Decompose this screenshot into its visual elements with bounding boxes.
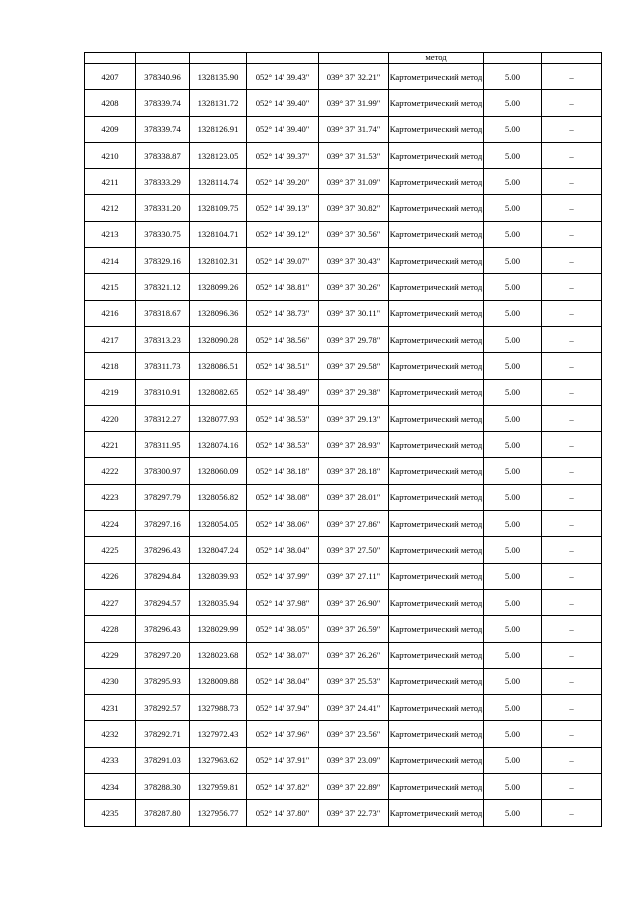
cell-longitude: 039° 37' 25.53" bbox=[319, 668, 389, 694]
cell-x-coordinate: 378288.30 bbox=[136, 774, 190, 800]
table-row bbox=[85, 221, 602, 247]
cell-method: Картометрический метод bbox=[389, 458, 484, 484]
cell-y-coordinate: 1327972.43 bbox=[190, 721, 247, 747]
cell-accuracy: 5.00 bbox=[484, 142, 542, 168]
cell-y-coordinate: 1328077.93 bbox=[190, 405, 247, 431]
cell-y-coordinate: 1327956.77 bbox=[190, 800, 247, 826]
cell-accuracy: 5.00 bbox=[484, 432, 542, 458]
cell-point-number: 4216 bbox=[85, 300, 136, 326]
cell-y-coordinate: 1327959.81 bbox=[190, 774, 247, 800]
cell-latitude: 052° 14' 39.07" bbox=[247, 248, 319, 274]
cell-method: Картометрический метод bbox=[389, 432, 484, 458]
cell-method: Картометрический метод bbox=[389, 774, 484, 800]
cell-x-coordinate: 378296.43 bbox=[136, 616, 190, 642]
cell-point-number: 4212 bbox=[85, 195, 136, 221]
cell-accuracy: 5.00 bbox=[484, 642, 542, 668]
cell-y-coordinate: 1328104.71 bbox=[190, 221, 247, 247]
cell-empty bbox=[85, 53, 136, 64]
cell-note: – bbox=[542, 563, 602, 589]
cell-method: Картометрический метод bbox=[389, 300, 484, 326]
cell-latitude: 052° 14' 37.94" bbox=[247, 695, 319, 721]
cell-x-coordinate: 378294.84 bbox=[136, 563, 190, 589]
cell-accuracy: 5.00 bbox=[484, 221, 542, 247]
cell-empty bbox=[484, 53, 542, 64]
cell-y-coordinate: 1328131.72 bbox=[190, 90, 247, 116]
cell-point-number: 4214 bbox=[85, 248, 136, 274]
cell-longitude: 039° 37' 23.09" bbox=[319, 747, 389, 773]
cell-method: Картометрический метод bbox=[389, 616, 484, 642]
cell-point-number: 4228 bbox=[85, 616, 136, 642]
table-row bbox=[85, 563, 602, 589]
cell-longitude: 039° 37' 27.86" bbox=[319, 511, 389, 537]
cell-x-coordinate: 378294.57 bbox=[136, 589, 190, 615]
cell-method: Картометрический метод bbox=[389, 668, 484, 694]
cell-point-number: 4213 bbox=[85, 221, 136, 247]
cell-latitude: 052° 14' 39.37" bbox=[247, 142, 319, 168]
cell-note: – bbox=[542, 221, 602, 247]
cell-latitude: 052° 14' 38.08" bbox=[247, 484, 319, 510]
cell-point-number: 4210 bbox=[85, 142, 136, 168]
cell-method: Картометрический метод bbox=[389, 248, 484, 274]
cell-accuracy: 5.00 bbox=[484, 747, 542, 773]
cell-y-coordinate: 1327988.73 bbox=[190, 695, 247, 721]
table-row bbox=[85, 668, 602, 694]
cell-accuracy: 5.00 bbox=[484, 90, 542, 116]
table-row bbox=[85, 353, 602, 379]
cell-point-number: 4234 bbox=[85, 774, 136, 800]
cell-x-coordinate: 378297.16 bbox=[136, 511, 190, 537]
cell-point-number: 4229 bbox=[85, 642, 136, 668]
cell-x-coordinate: 378291.03 bbox=[136, 747, 190, 773]
cell-y-coordinate: 1328102.31 bbox=[190, 248, 247, 274]
cell-note: – bbox=[542, 537, 602, 563]
cell-longitude: 039° 37' 30.26" bbox=[319, 274, 389, 300]
cell-latitude: 052° 14' 38.53" bbox=[247, 405, 319, 431]
cell-y-coordinate: 1328096.36 bbox=[190, 300, 247, 326]
cell-point-number: 4233 bbox=[85, 747, 136, 773]
cell-longitude: 039° 37' 23.56" bbox=[319, 721, 389, 747]
cell-point-number: 4226 bbox=[85, 563, 136, 589]
cell-point-number: 4221 bbox=[85, 432, 136, 458]
cell-empty bbox=[136, 53, 190, 64]
cell-note: – bbox=[542, 248, 602, 274]
cell-x-coordinate: 378339.74 bbox=[136, 90, 190, 116]
cell-longitude: 039° 37' 22.89" bbox=[319, 774, 389, 800]
cell-longitude: 039° 37' 26.26" bbox=[319, 642, 389, 668]
cell-accuracy: 5.00 bbox=[484, 800, 542, 826]
cell-y-coordinate: 1328060.09 bbox=[190, 458, 247, 484]
table-row bbox=[85, 537, 602, 563]
cell-method: Картометрический метод bbox=[389, 589, 484, 615]
cell-note: – bbox=[542, 379, 602, 405]
cell-x-coordinate: 378300.97 bbox=[136, 458, 190, 484]
cell-latitude: 052° 14' 38.51" bbox=[247, 353, 319, 379]
cell-latitude: 052° 14' 37.98" bbox=[247, 589, 319, 615]
cell-latitude: 052° 14' 39.40" bbox=[247, 116, 319, 142]
cell-accuracy: 5.00 bbox=[484, 668, 542, 694]
cell-accuracy: 5.00 bbox=[484, 64, 542, 90]
cell-longitude: 039° 37' 26.90" bbox=[319, 589, 389, 615]
cell-note: – bbox=[542, 169, 602, 195]
cell-point-number: 4232 bbox=[85, 721, 136, 747]
cell-method: Картометрический метод bbox=[389, 169, 484, 195]
cell-accuracy: 5.00 bbox=[484, 537, 542, 563]
cell-longitude: 039° 37' 24.41" bbox=[319, 695, 389, 721]
cell-x-coordinate: 378313.23 bbox=[136, 326, 190, 352]
cell-accuracy: 5.00 bbox=[484, 511, 542, 537]
cell-latitude: 052° 14' 39.40" bbox=[247, 90, 319, 116]
cell-note: – bbox=[542, 484, 602, 510]
cell-accuracy: 5.00 bbox=[484, 484, 542, 510]
cell-latitude: 052° 14' 38.05" bbox=[247, 616, 319, 642]
cell-accuracy: 5.00 bbox=[484, 774, 542, 800]
cell-method: Картометрический метод bbox=[389, 142, 484, 168]
cell-latitude: 052° 14' 39.43" bbox=[247, 64, 319, 90]
table-row bbox=[85, 695, 602, 721]
cell-note: – bbox=[542, 458, 602, 484]
table-row bbox=[85, 300, 602, 326]
cell-latitude: 052° 14' 38.49" bbox=[247, 379, 319, 405]
cell-point-number: 4227 bbox=[85, 589, 136, 615]
cell-method-tail bbox=[389, 53, 484, 64]
table-row bbox=[85, 774, 602, 800]
cell-point-number: 4209 bbox=[85, 116, 136, 142]
table-row bbox=[85, 116, 602, 142]
cell-note: – bbox=[542, 800, 602, 826]
cell-y-coordinate: 1328123.05 bbox=[190, 142, 247, 168]
table-row bbox=[85, 274, 602, 300]
cell-point-number: 4217 bbox=[85, 326, 136, 352]
cell-point-number: 4218 bbox=[85, 353, 136, 379]
cell-x-coordinate: 378297.20 bbox=[136, 642, 190, 668]
cell-y-coordinate: 1328114.74 bbox=[190, 169, 247, 195]
cell-accuracy: 5.00 bbox=[484, 274, 542, 300]
cell-accuracy: 5.00 bbox=[484, 458, 542, 484]
cell-latitude: 052° 14' 38.07" bbox=[247, 642, 319, 668]
cell-empty bbox=[247, 53, 319, 64]
cell-latitude: 052° 14' 39.12" bbox=[247, 221, 319, 247]
cell-y-coordinate: 1327963.62 bbox=[190, 747, 247, 773]
cell-y-coordinate: 1328023.68 bbox=[190, 642, 247, 668]
cell-latitude: 052° 14' 38.06" bbox=[247, 511, 319, 537]
cell-accuracy: 5.00 bbox=[484, 248, 542, 274]
cell-longitude: 039° 37' 28.93" bbox=[319, 432, 389, 458]
cell-note: – bbox=[542, 353, 602, 379]
cell-point-number: 4207 bbox=[85, 64, 136, 90]
cell-latitude: 052° 14' 38.04" bbox=[247, 537, 319, 563]
table-row bbox=[85, 432, 602, 458]
table-row bbox=[85, 326, 602, 352]
cell-point-number: 4235 bbox=[85, 800, 136, 826]
cell-latitude: 052° 14' 38.18" bbox=[247, 458, 319, 484]
cell-point-number: 4219 bbox=[85, 379, 136, 405]
cell-y-coordinate: 1328099.26 bbox=[190, 274, 247, 300]
table-row bbox=[85, 64, 602, 90]
cell-x-coordinate: 378339.74 bbox=[136, 116, 190, 142]
cell-longitude: 039° 37' 31.99" bbox=[319, 90, 389, 116]
cell-method: Картометрический метод bbox=[389, 64, 484, 90]
cell-empty bbox=[190, 53, 247, 64]
cell-latitude: 052° 14' 37.96" bbox=[247, 721, 319, 747]
cell-x-coordinate: 378331.20 bbox=[136, 195, 190, 221]
cell-accuracy: 5.00 bbox=[484, 116, 542, 142]
table-row bbox=[85, 379, 602, 405]
cell-x-coordinate: 378318.67 bbox=[136, 300, 190, 326]
table-body bbox=[85, 53, 602, 827]
cell-latitude: 052° 14' 38.04" bbox=[247, 668, 319, 694]
cell-y-coordinate: 1328074.16 bbox=[190, 432, 247, 458]
cell-method: Картометрический метод bbox=[389, 642, 484, 668]
cell-longitude: 039° 37' 30.56" bbox=[319, 221, 389, 247]
cell-longitude: 039° 37' 27.11" bbox=[319, 563, 389, 589]
cell-method: Картометрический метод bbox=[389, 379, 484, 405]
cell-note: – bbox=[542, 90, 602, 116]
cell-latitude: 052° 14' 38.73" bbox=[247, 300, 319, 326]
cell-longitude: 039° 37' 32.21" bbox=[319, 64, 389, 90]
cell-empty bbox=[319, 53, 389, 64]
cell-x-coordinate: 378312.27 bbox=[136, 405, 190, 431]
cell-method: Картометрический метод bbox=[389, 90, 484, 116]
cell-latitude: 052° 14' 38.56" bbox=[247, 326, 319, 352]
cell-note: – bbox=[542, 747, 602, 773]
cell-y-coordinate: 1328039.93 bbox=[190, 563, 247, 589]
table-row bbox=[85, 721, 602, 747]
cell-y-coordinate: 1328135.90 bbox=[190, 64, 247, 90]
cell-method: Картометрический метод bbox=[389, 353, 484, 379]
cell-accuracy: 5.00 bbox=[484, 353, 542, 379]
cell-latitude: 052° 14' 39.13" bbox=[247, 195, 319, 221]
cell-accuracy: 5.00 bbox=[484, 405, 542, 431]
cell-method: Картометрический метод bbox=[389, 195, 484, 221]
table-row bbox=[85, 405, 602, 431]
table-row bbox=[85, 142, 602, 168]
cell-note: – bbox=[542, 695, 602, 721]
cell-latitude: 052° 14' 37.80" bbox=[247, 800, 319, 826]
cell-method: Картометрический метод bbox=[389, 800, 484, 826]
cell-note: – bbox=[542, 511, 602, 537]
cell-accuracy: 5.00 bbox=[484, 589, 542, 615]
cell-note: – bbox=[542, 195, 602, 221]
cell-note: – bbox=[542, 774, 602, 800]
table-row-continued bbox=[85, 53, 602, 64]
cell-accuracy: 5.00 bbox=[484, 695, 542, 721]
cell-latitude: 052° 14' 39.20" bbox=[247, 169, 319, 195]
cell-x-coordinate: 378340.96 bbox=[136, 64, 190, 90]
cell-point-number: 4211 bbox=[85, 169, 136, 195]
cell-longitude: 039° 37' 31.74" bbox=[319, 116, 389, 142]
cell-x-coordinate: 378287.80 bbox=[136, 800, 190, 826]
cell-y-coordinate: 1328035.94 bbox=[190, 589, 247, 615]
cell-latitude: 052° 14' 38.53" bbox=[247, 432, 319, 458]
cell-longitude: 039° 37' 30.11" bbox=[319, 300, 389, 326]
cell-latitude: 052° 14' 37.99" bbox=[247, 563, 319, 589]
cell-point-number: 4222 bbox=[85, 458, 136, 484]
cell-note: – bbox=[542, 405, 602, 431]
cell-x-coordinate: 378310.91 bbox=[136, 379, 190, 405]
cell-y-coordinate: 1328126.91 bbox=[190, 116, 247, 142]
cell-point-number: 4223 bbox=[85, 484, 136, 510]
table-row bbox=[85, 747, 602, 773]
cell-longitude: 039° 37' 22.73" bbox=[319, 800, 389, 826]
cell-longitude: 039° 37' 26.59" bbox=[319, 616, 389, 642]
cell-accuracy: 5.00 bbox=[484, 326, 542, 352]
cell-point-number: 4230 bbox=[85, 668, 136, 694]
cell-method: Картометрический метод bbox=[389, 695, 484, 721]
cell-method: Картометрический метод bbox=[389, 405, 484, 431]
cell-x-coordinate: 378292.57 bbox=[136, 695, 190, 721]
cell-note: – bbox=[542, 116, 602, 142]
cell-note: – bbox=[542, 326, 602, 352]
cell-longitude: 039° 37' 27.50" bbox=[319, 537, 389, 563]
cell-method: Картометрический метод bbox=[389, 563, 484, 589]
cell-x-coordinate: 378292.71 bbox=[136, 721, 190, 747]
cell-x-coordinate: 378321.12 bbox=[136, 274, 190, 300]
cell-empty bbox=[542, 53, 602, 64]
cell-x-coordinate: 378311.73 bbox=[136, 353, 190, 379]
table-row bbox=[85, 169, 602, 195]
table-row bbox=[85, 642, 602, 668]
cell-x-coordinate: 378333.29 bbox=[136, 169, 190, 195]
cell-y-coordinate: 1328090.28 bbox=[190, 326, 247, 352]
cell-accuracy: 5.00 bbox=[484, 616, 542, 642]
table-row bbox=[85, 484, 602, 510]
cell-point-number: 4208 bbox=[85, 90, 136, 116]
cell-longitude: 039° 37' 28.18" bbox=[319, 458, 389, 484]
cell-method: Картометрический метод bbox=[389, 484, 484, 510]
cell-longitude: 039° 37' 31.09" bbox=[319, 169, 389, 195]
cell-method: Картометрический метод bbox=[389, 326, 484, 352]
cell-longitude: 039° 37' 29.78" bbox=[319, 326, 389, 352]
cell-x-coordinate: 378338.87 bbox=[136, 142, 190, 168]
cell-point-number: 4224 bbox=[85, 511, 136, 537]
cell-x-coordinate: 378329.16 bbox=[136, 248, 190, 274]
cell-method: Картометрический метод bbox=[389, 116, 484, 142]
method-tail-text: метод bbox=[425, 52, 447, 62]
cell-method: Картометрический метод bbox=[389, 221, 484, 247]
cell-y-coordinate: 1328056.82 bbox=[190, 484, 247, 510]
cell-latitude: 052° 14' 38.81" bbox=[247, 274, 319, 300]
cell-note: – bbox=[542, 432, 602, 458]
cell-longitude: 039° 37' 29.38" bbox=[319, 379, 389, 405]
cell-accuracy: 5.00 bbox=[484, 721, 542, 747]
cell-note: – bbox=[542, 589, 602, 615]
cell-latitude: 052° 14' 37.82" bbox=[247, 774, 319, 800]
cell-note: – bbox=[542, 64, 602, 90]
cell-accuracy: 5.00 bbox=[484, 169, 542, 195]
table-row bbox=[85, 616, 602, 642]
table-row bbox=[85, 589, 602, 615]
cell-longitude: 039° 37' 29.13" bbox=[319, 405, 389, 431]
cell-accuracy: 5.00 bbox=[484, 563, 542, 589]
cell-note: – bbox=[542, 616, 602, 642]
cell-method: Картометрический метод bbox=[389, 511, 484, 537]
cell-longitude: 039° 37' 29.58" bbox=[319, 353, 389, 379]
cell-accuracy: 5.00 bbox=[484, 195, 542, 221]
cell-note: – bbox=[542, 300, 602, 326]
table-row bbox=[85, 248, 602, 274]
cell-x-coordinate: 378297.79 bbox=[136, 484, 190, 510]
table-row bbox=[85, 90, 602, 116]
cell-point-number: 4231 bbox=[85, 695, 136, 721]
table-row bbox=[85, 195, 602, 221]
cell-y-coordinate: 1328054.05 bbox=[190, 511, 247, 537]
cell-note: – bbox=[542, 142, 602, 168]
cell-method: Картометрический метод bbox=[389, 274, 484, 300]
cell-x-coordinate: 378296.43 bbox=[136, 537, 190, 563]
cell-accuracy: 5.00 bbox=[484, 300, 542, 326]
table-row bbox=[85, 458, 602, 484]
cell-longitude: 039° 37' 28.01" bbox=[319, 484, 389, 510]
cell-latitude: 052° 14' 37.91" bbox=[247, 747, 319, 773]
table-row bbox=[85, 511, 602, 537]
cell-x-coordinate: 378295.93 bbox=[136, 668, 190, 694]
cell-x-coordinate: 378311.95 bbox=[136, 432, 190, 458]
cell-point-number: 4215 bbox=[85, 274, 136, 300]
cell-y-coordinate: 1328029.99 bbox=[190, 616, 247, 642]
cell-method: Картометрический метод bbox=[389, 537, 484, 563]
coordinates-table bbox=[84, 52, 602, 827]
cell-longitude: 039° 37' 30.82" bbox=[319, 195, 389, 221]
cell-point-number: 4220 bbox=[85, 405, 136, 431]
cell-longitude: 039° 37' 30.43" bbox=[319, 248, 389, 274]
cell-y-coordinate: 1328082.65 bbox=[190, 379, 247, 405]
cell-point-number: 4225 bbox=[85, 537, 136, 563]
table-row bbox=[85, 800, 602, 826]
cell-method: Картометрический метод bbox=[389, 721, 484, 747]
cell-y-coordinate: 1328109.75 bbox=[190, 195, 247, 221]
cell-y-coordinate: 1328009.88 bbox=[190, 668, 247, 694]
cell-y-coordinate: 1328086.51 bbox=[190, 353, 247, 379]
cell-x-coordinate: 378330.75 bbox=[136, 221, 190, 247]
cell-note: – bbox=[542, 642, 602, 668]
cell-note: – bbox=[542, 274, 602, 300]
cell-accuracy: 5.00 bbox=[484, 379, 542, 405]
cell-longitude: 039° 37' 31.53" bbox=[319, 142, 389, 168]
cell-method: Картометрический метод bbox=[389, 747, 484, 773]
cell-note: – bbox=[542, 668, 602, 694]
cell-y-coordinate: 1328047.24 bbox=[190, 537, 247, 563]
cell-note: – bbox=[542, 721, 602, 747]
